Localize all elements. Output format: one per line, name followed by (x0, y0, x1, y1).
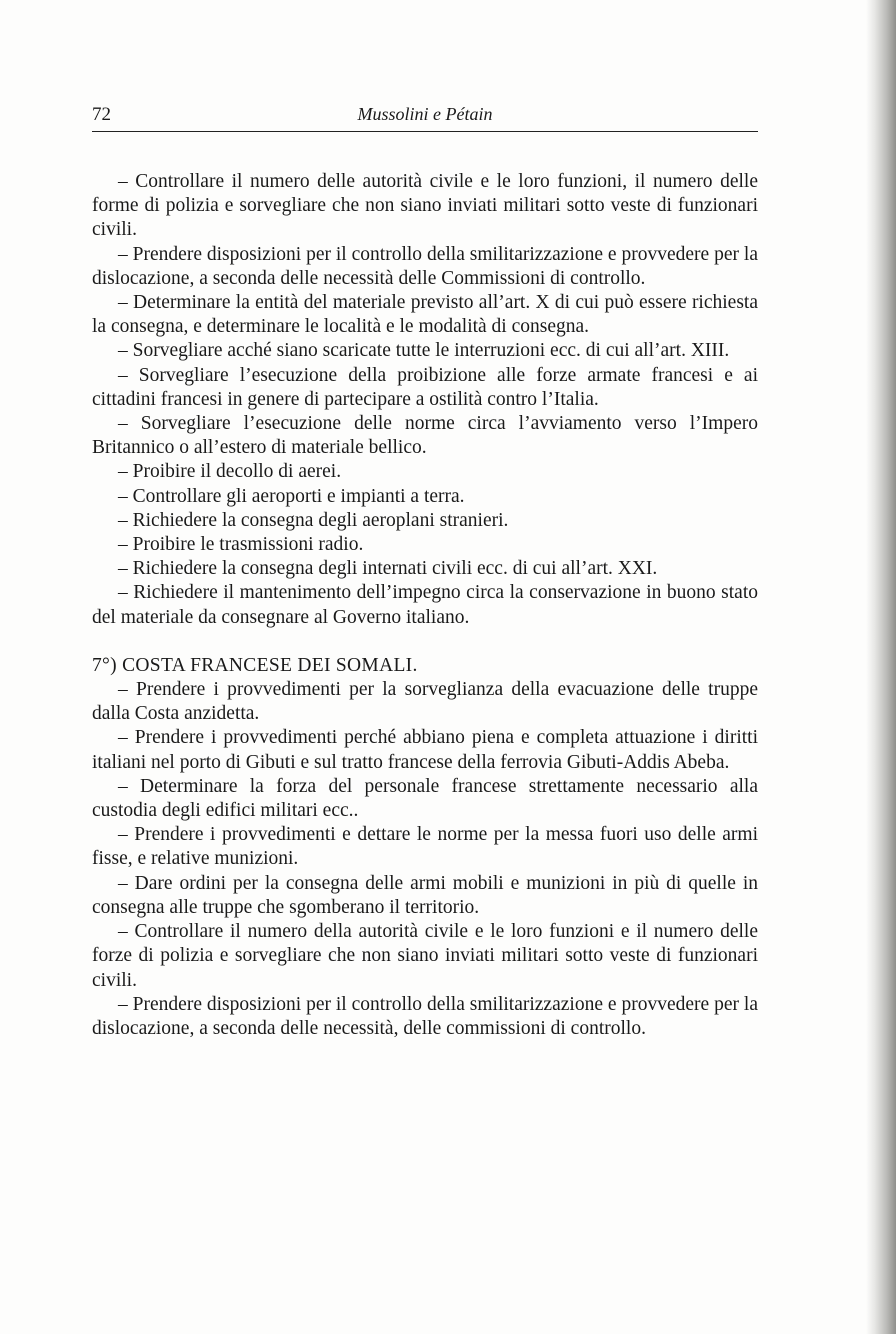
paragraph: – Prendere i provvedimenti e dettare le norme per la messa fuori uso delle armi fisse, e relative munizioni. (92, 824, 758, 870)
paragraph: – Proibire il decollo di aerei. (118, 461, 342, 483)
paragraph: – Determinare la entità del materiale previsto all’art. X di cui può essere richiesta la consegna, e determinare le località e le modalità di consegna. (92, 292, 758, 338)
paragraph: – Sorvegliare acché siano scaricate tutte le interruzioni ecc. di cui all’art. XIII. (118, 340, 730, 362)
page-header (92, 104, 758, 130)
paragraph: – Prendere i provvedimenti perché abbiano piena e completa attuazione i diritti italiani nel porto di Gibuti e sul tratto francese della ferrovia Gibuti-Addis Abeba. (92, 727, 758, 773)
header-rule (92, 131, 758, 132)
paragraph: – Prendere i provvedimenti per la sorveglianza della evacuazione delle truppe dalla Costa anzidetta. (92, 679, 758, 725)
paragraph: – Proibire le trasmissioni radio. (118, 534, 364, 556)
paragraph: – Controllare il numero delle autorità civile e le loro funzioni, il numero delle forme di polizia e sorvegliare che non siano inviati militari sotto veste di funzionari civili. (92, 171, 758, 241)
body-text (92, 170, 758, 1041)
paragraph: – Sorvegliare l’esecuzione della proibizione alle forze armate francesi e ai cittadini francesi in genere di partecipare a ostilità contro l’Italia. (92, 364, 758, 410)
paragraph: – Richiedere il mantenimento dell’impegno circa la conservazione in buono stato del materiale da consegnare al Governo italiano. (92, 582, 758, 628)
paragraph: – Richiedere la consegna degli internati civili ecc. di cui all’art. XXI. (118, 558, 658, 580)
section-heading: 7°) COSTA FRANCESE DEI SOMALI. (92, 654, 418, 676)
paragraph: – Richiedere la consegna degli aeroplani stranieri. (118, 509, 509, 531)
paragraph: – Prendere disposizioni per il controllo della smilitarizzazione e provvedere per la dislocazione, a seconda delle necessità, delle commissioni di controllo. (92, 993, 758, 1039)
page-edge-shadow (866, 0, 896, 1334)
paragraph: – Controllare gli aeroporti e impianti a terra. (118, 485, 465, 507)
paragraph: – Dare ordini per la consegna delle armi mobili e munizioni in più di quelle in consegna alle truppe che sgomberano il territorio. (92, 872, 758, 918)
paragraph: – Controllare il numero della autorità civile e le loro funzioni e il numero delle forze di polizia e sorvegliare che non siano inviati militari sotto veste di funzionari civili. (92, 921, 758, 991)
paragraph: – Sorvegliare l’esecuzione delle norme circa l’avviamento verso l’Impero Britannico o all’estero di materiale bellico. (92, 413, 758, 459)
running-title: Mussolini e Pétain (357, 104, 493, 124)
page-number: 72 (92, 104, 111, 125)
paragraph: – Prendere disposizioni per il controllo della smilitarizzazione e provvedere per la dislocazione, a seconda delle necessità delle Commissioni di controllo. (92, 243, 758, 289)
paragraph: – Determinare la forza del personale francese strettamente necessario alla custodia degli edifici militari ecc.. (92, 775, 758, 822)
